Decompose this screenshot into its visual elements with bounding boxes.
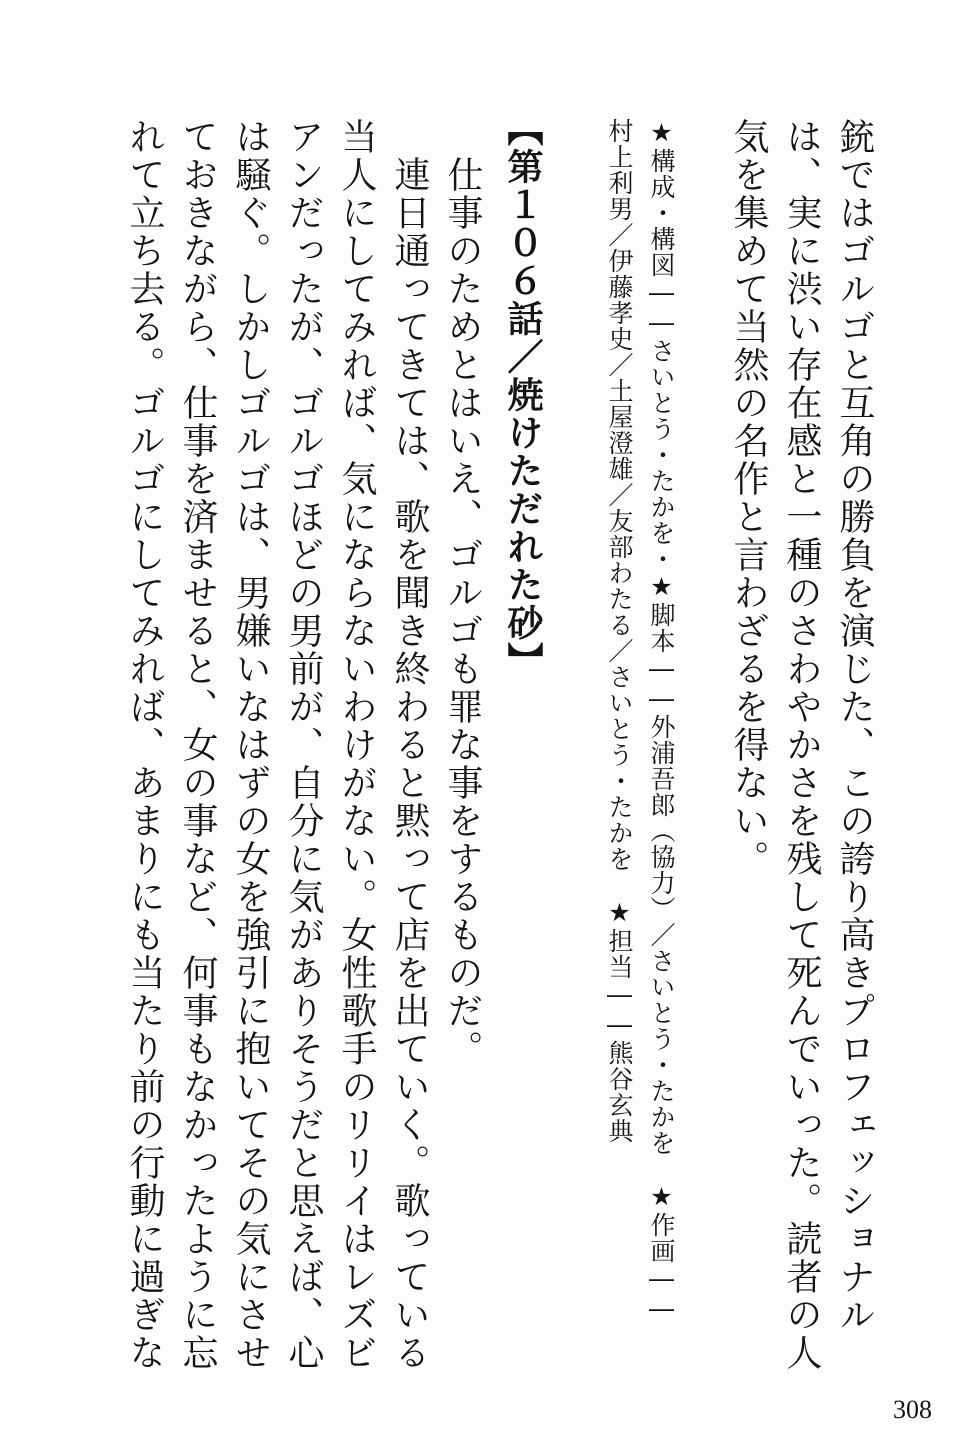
story-line-3: 当人にしてみれば、気にならないわけがない。女性歌手のリリイはレズビ bbox=[336, 118, 377, 1372]
credits-line-1: ★構成・構図――さいとう・たかを・★脚本――外浦吾郎（協力）／さいとう・たかを ★作画―― bbox=[647, 118, 676, 1324]
story-line-2: 連日通ってきては、歌を聞き終わると黙って店を出ていく。歌っている bbox=[389, 118, 430, 1372]
story-line-7: れて立ち去る。ゴルゴにしてみれば、あまりにも当たり前の行動に過ぎな bbox=[124, 118, 165, 1372]
intro-line-2: は、実に渋い存在感と一種のさわやかさを残して死んでいった。読者の人 bbox=[781, 118, 822, 1372]
episode-heading: 【第１０６話／焼けただれた砂】 bbox=[502, 110, 543, 680]
story-line-4: アンだったが、ゴルゴほどの男前が、自分に気がありそうだと思えば、心 bbox=[283, 118, 324, 1372]
story-line-1: 仕事のためとはいえ、ゴルゴも罪な事をするものだ。 bbox=[442, 118, 483, 1068]
intro-line-3: 気を集めて当然の名作と言わざるを得ない。 bbox=[728, 118, 769, 878]
story-line-6: ておきながら、仕事を済ませると、女の事など、何事もなかったように忘 bbox=[177, 118, 218, 1372]
credits-line-2: 村上利男／伊藤孝史／土屋澄雄／友部わたる／さいとう・たかを ★担当――熊谷玄典 bbox=[605, 118, 634, 1144]
story-line-5: は騒ぐ。しかしゴルゴは、男嫌いなはずの女を強引に抱いてその気にさせ bbox=[230, 118, 271, 1372]
page-number: 308 bbox=[893, 1395, 932, 1424]
intro-line-1: 銃ではゴルゴと互角の勝負を演じた、この誇り高きプロフェッショナル bbox=[834, 118, 875, 1334]
